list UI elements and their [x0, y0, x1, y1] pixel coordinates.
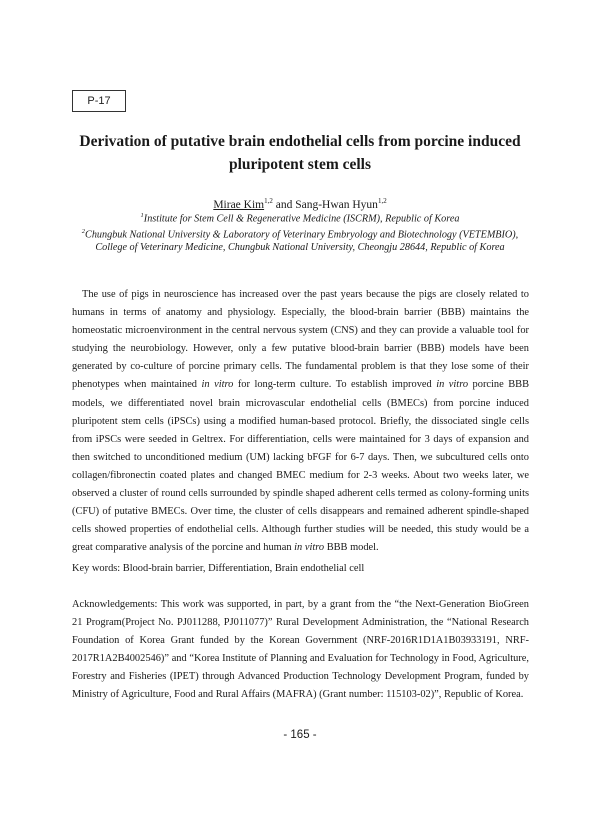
affiliation-text: Institute for Stem Cell & Regenerative Medicine (ISCRM), Republic of Korea	[143, 213, 460, 225]
author-affiliation-mark: 1,2	[377, 197, 387, 205]
abstract-text: BBB model.	[324, 542, 379, 554]
page-number: - 165 -	[283, 729, 317, 741]
author-name: Mirae Kim	[213, 198, 265, 211]
paper-title	[60, 130, 540, 176]
title-line-1: Derivation of putative brain endothelial cells from porcine induced	[79, 133, 521, 150]
author-affiliation-mark: 1,2	[264, 197, 273, 205]
affiliation-mark: 2	[81, 228, 86, 235]
affiliation-text: Chungbuk National University & Laboratory of Veterinary Embryology and Biotechnology (VETEMBIO),	[85, 229, 519, 241]
abstract-text: The use of pigs in neuroscience has increased over the past years because the pigs are closely related to humans in terms of anatomy and physiology. Especially, the blood-brain barrier (BBB) maintains the homeostatic microenvironment in the central nervous system (CNS) and they can provide a valuable tool for studying the neurobiology. However, only a few putative blood-brain barrier (BBB) models have been generated by co-culture of porcine primary cells. The fundamental problem is that they lose some of their phenotypes when maintained	[72, 289, 529, 391]
abstract-text: for long-term culture. To establish improved	[233, 379, 437, 391]
author-conjunction: and	[272, 198, 296, 211]
author-name: Sang-Hwan Hyun	[295, 198, 378, 211]
affiliation-mark: 1	[140, 212, 144, 219]
acknowledgements: Acknowledgements: This work was supported, in part, by a grant from the “the Next-Generation BioGreen 21 Program(Project No. PJ011288, PJ011077)” Rural Development Administration, the “National Research Foundation of Korea Grant funded by the Korean Government (NRF-2016R1D1A1B03933191, NRF-2017R1A2B4002546)” and “Korea Institute of Planning and Evaluation for Technology in Food, Agriculture, Forestry and Fisheries (IPET) through Advanced Production Technology Development Program, funded by Ministry of Agriculture, Food and Rural Affairs (MAFRA) (Grant number: 115103-02)”, Republic of Korea.	[72, 599, 529, 701]
poster-id-box: P-17	[72, 90, 126, 112]
affiliation-2-continued: College of Veterinary Medicine, Chungbuk National University, Cheongju 28644, Republic of Korea	[95, 242, 505, 253]
title-line-2: pluripotent stem cells	[228, 156, 372, 173]
italic-term: in vitro	[201, 379, 234, 391]
keywords: Key words: Blood-brain barrier, Differentiation, Brain endothelial cell	[72, 563, 365, 574]
abstract-paragraph	[72, 286, 529, 557]
italic-term: in vitro	[436, 379, 469, 391]
abstract-text: porcine BBB models, we differentiated novel brain microvascular endothelial cells (BMECs) from porcine induced pluripotent stem cells (iPSCs) using a modified human-based protocol. Briefly, the dissociated single cells from iPSCs were seeded in Geltrex. For differentiation, cells were maintained for 3 days of expansion and then switched to unconditioned medium (UM) lacking bFGF for 6-7 days. Then, we subcultured cells onto collagen/fibronectin coated plates and changed BMEC medium for 2-3 weeks. About two weeks later, we observed a cluster of round cells surrounded by spindle shaped adherent cells termed as colony-forming units (CFU) of putative BMECs. Over time, the cluster of cells disappears and remained adherent spindle-shaped cells showed properties of endothelial cells. Although further studies will be needed, this study would be a great comparative analysis of the porcine and human	[72, 379, 529, 554]
italic-term: in vitro	[294, 542, 325, 554]
